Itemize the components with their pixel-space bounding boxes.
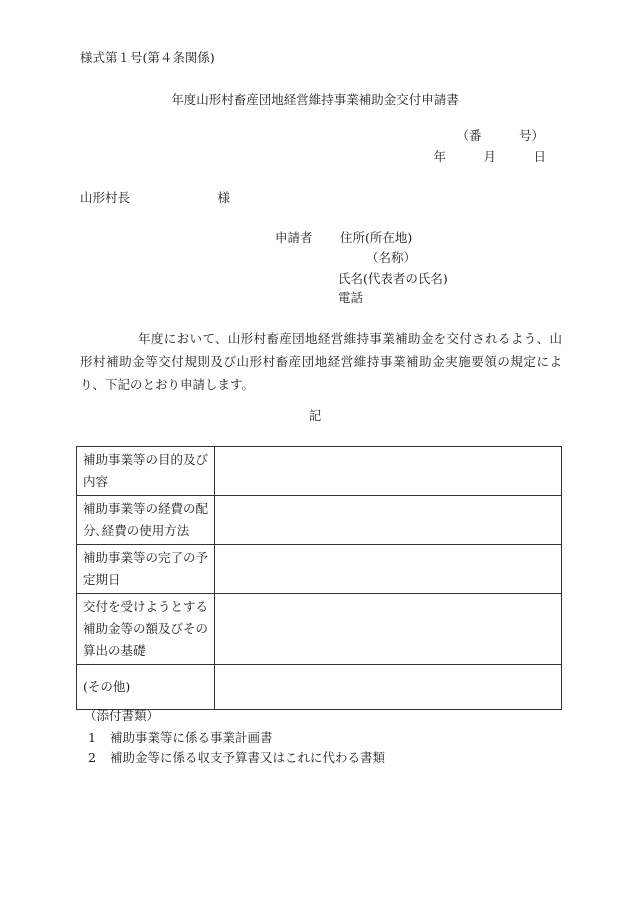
application-items-table bbox=[76, 446, 562, 710]
table-row bbox=[77, 594, 562, 665]
attachment-item bbox=[88, 732, 273, 745]
application-body-text: 年度において、山形村畜産団地経営維持事業補助金を交付されるよう、山形村補助金等交付規則及び山形村畜産団地経営維持事業補助金実施要領の規定により、下記のとおり申請します。 bbox=[80, 331, 562, 392]
row-label: 交付を受けようとする補助金等の額及びその算出の基礎 bbox=[77, 594, 215, 665]
row-value-field[interactable] bbox=[215, 496, 562, 545]
attachment-number: 2 bbox=[88, 750, 96, 765]
row-label: 補助事業等の完了の予定期日 bbox=[77, 545, 215, 594]
date-line: 年 月 日 bbox=[433, 149, 546, 164]
row-value-field[interactable] bbox=[215, 594, 562, 665]
applicant-label: 申請者 bbox=[275, 230, 313, 245]
ki-marker: 記 bbox=[308, 408, 322, 423]
applicant-org-name-label: （名称） bbox=[366, 250, 417, 265]
attachment-item bbox=[88, 752, 385, 765]
attachments-heading: （添付書類） bbox=[84, 708, 160, 723]
row-value-field[interactable] bbox=[215, 665, 562, 710]
table-row bbox=[77, 665, 562, 710]
row-value-field[interactable] bbox=[215, 545, 562, 594]
table-row bbox=[77, 496, 562, 545]
table-row bbox=[77, 447, 562, 496]
applicant-address-label: 住所(所在地) bbox=[340, 230, 413, 245]
form-number-label: 様式第１号(第４条関係) bbox=[80, 50, 215, 65]
applicant-phone-label: 電話 bbox=[338, 290, 364, 305]
applicant-name-label: 氏名(代表者の氏名) bbox=[338, 271, 448, 286]
attachment-text: 補助金等に係る収支予算書又はこれに代わる書類 bbox=[110, 750, 386, 765]
row-label: 補助事業等の目的及び内容 bbox=[77, 447, 215, 496]
table-row bbox=[77, 545, 562, 594]
attachment-number: 1 bbox=[88, 730, 96, 745]
row-label: 補助事業等の経費の配分､経費の使用方法 bbox=[77, 496, 215, 545]
row-value-field[interactable] bbox=[215, 447, 562, 496]
document-number-line: （番 号） bbox=[456, 128, 544, 143]
addressee: 山形村長 様 bbox=[80, 190, 231, 205]
row-label: (その他) bbox=[77, 665, 215, 710]
document-title: 年度山形村畜産団地経営維持事業補助金交付申請書 bbox=[171, 92, 459, 107]
attachment-text: 補助事業等に係る事業計画書 bbox=[110, 730, 273, 745]
